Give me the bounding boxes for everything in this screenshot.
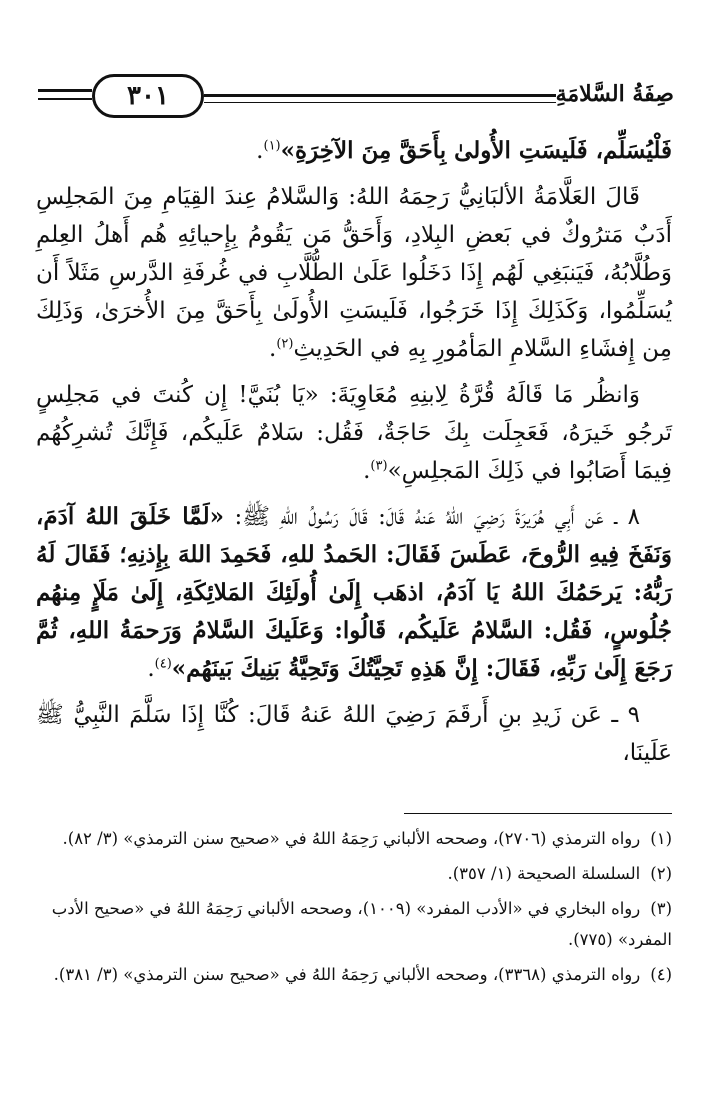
header-rule-left <box>38 89 92 100</box>
running-title: صِفَةُ السَّلامَةِ <box>555 81 674 107</box>
footnote-ref: (٤) <box>154 656 172 672</box>
footnotes <box>36 823 672 994</box>
paragraph-text: ٩ ـ عَن زَيدِ بنِ أَرقَمَ رَضِيَ اللهُ عَنهُ قَالَ: كُنَّا إِذَا سَلَّمَ النَّبِيُّ ﷺ عَلَينَا، <box>36 702 672 766</box>
footnote-ref: (١) <box>263 138 281 154</box>
footnote-number: (١) <box>650 829 672 848</box>
paragraph-text: . <box>269 336 277 362</box>
page-number-frame <box>92 74 204 118</box>
paragraph <box>36 498 672 688</box>
footnote-text: رواه الترمذي (٢٧٠٦)، وصححه الألباني رَحِمَهُ اللهُ في «صحيح سنن الترمذي» (٣/ ٨٢). <box>62 829 641 848</box>
page-number: ٣٠١ <box>127 81 169 111</box>
footnote <box>36 959 672 990</box>
paragraph <box>36 132 672 170</box>
paragraph-text: . <box>256 138 264 164</box>
footnote-divider <box>404 813 672 814</box>
paragraph-text: ٨ ـ عَن أَبِي هُرَيرَةَ رَضِيَ اللهُ عَنهُ قَالَ: قَالَ رَسُولُ اللهِ ﷺ: <box>223 504 640 530</box>
footnote <box>36 823 672 854</box>
footnote-number: (٤) <box>650 965 672 984</box>
footnote-text: رواه البخاري في «الأدب المفرد» (١٠٠٩)، وصححه الألباني رَحِمَهُ اللهُ في «صحيح الأدب المفرد» (٧٧٥). <box>51 899 672 949</box>
paragraph-text: وَانظُر مَا قَالَهُ قُرَّةُ لِابنِهِ مُعَاوِيَةَ: «يَا بُنَيَّ! إِن كُنتَ في مَجلِسٍ تَرجُو خَيرَهُ، فَعَجِلَت بِكَ حَاجَةٌ، فَقُل: سَلامٌ عَلَيكُم، فَإِنَّكَ تُشرِكُهُم فِيمَا أَصَابُوا في ذَلِكَ المَجلِسِ» <box>36 382 672 484</box>
paragraph <box>36 376 672 490</box>
footnote <box>36 858 672 889</box>
main-text <box>36 132 672 780</box>
footnote-number: (٢) <box>650 864 672 883</box>
paragraph <box>36 696 672 772</box>
footnote-text: رواه الترمذي (٣٣٦٨)، وصححه الألباني رَحِمَهُ اللهُ في «صحيح سنن الترمذي» (٣/ ٣٨١). <box>53 965 641 984</box>
footnote <box>36 893 672 955</box>
header-rule-right <box>204 94 556 103</box>
footnote-text: السلسلة الصحيحة (١/ ٣٥٧). <box>447 864 641 883</box>
paragraph-text: . <box>363 458 371 484</box>
footnote-number: (٣) <box>650 899 672 918</box>
paragraph <box>36 178 672 368</box>
paragraph-text: قَالَ العَلَّامَةُ الألبَانِيُّ رَحِمَهُ اللهُ: وَالسَّلامُ عِندَ القِيَامِ مِنَ المَجلِسِ أَدَبٌ مَترُوكٌ في بَعضِ البِلادِ، وَأَحَقُّ مَن يَقُومُ بِإِحيائِهِ هُم أَهلُ العِلمِ وَطُلَّابُهُ، فَيَنبَغِي لَهُم إِذَا دَخَلُوا عَلَىٰ الطُّلَّابِ في غُرفَةِ الدَّرسِ مَثَلاً أَن يُسَلِّمُوا، وَكَذَلِكَ إِذَا خَرَجُوا، فَلَيسَتِ الأُولَىٰ بِأَحَقَّ مِنَ الأُخرَىٰ، وَذَلِكَ مِن إِفشَاءِ السَّلامِ المَأمُورِ بِهِ في الحَدِيثِ <box>36 184 672 362</box>
footnote-ref: (٢) <box>276 336 294 352</box>
footnote-ref: (٣) <box>370 458 388 474</box>
paragraph-text: . <box>147 656 155 682</box>
hadith-quote: فَلْيُسَلِّم، فَلَيسَتِ الأُولىٰ بِأَحَقَّ مِنَ الآخِرَةِ» <box>280 137 672 164</box>
page-header <box>38 74 674 120</box>
hadith-quote: «لَمَّا خَلَقَ اللهُ آدَمَ، وَنَفَخَ فِيهِ الرُّوحَ، عَطَسَ فَقَالَ: الحَمدُ للهِ، فَحَمِدَ اللهَ بِإِذنِهِ؛ فَقَالَ لَهُ رَبُّهُ: يَرحَمُكَ اللهُ يَا آدَمُ، اذهَب إِلَىٰ أُولَئِكَ المَلائِكَةِ، إِلَىٰ مَلَإٍ مِنهُم جُلُوسٍ، فَقُل: السَّلامُ عَلَيكُم، قَالُوا: وَعَلَيكَ السَّلامُ وَرَحمَةُ اللهِ، ثُمَّ رَجَعَ إِلَىٰ رَبِّهِ، فَقَالَ: إِنَّ هَذِهِ تَحِيَّتُكَ وَتَحِيَّةُ بَنِيكَ بَينَهُم» <box>36 503 672 682</box>
